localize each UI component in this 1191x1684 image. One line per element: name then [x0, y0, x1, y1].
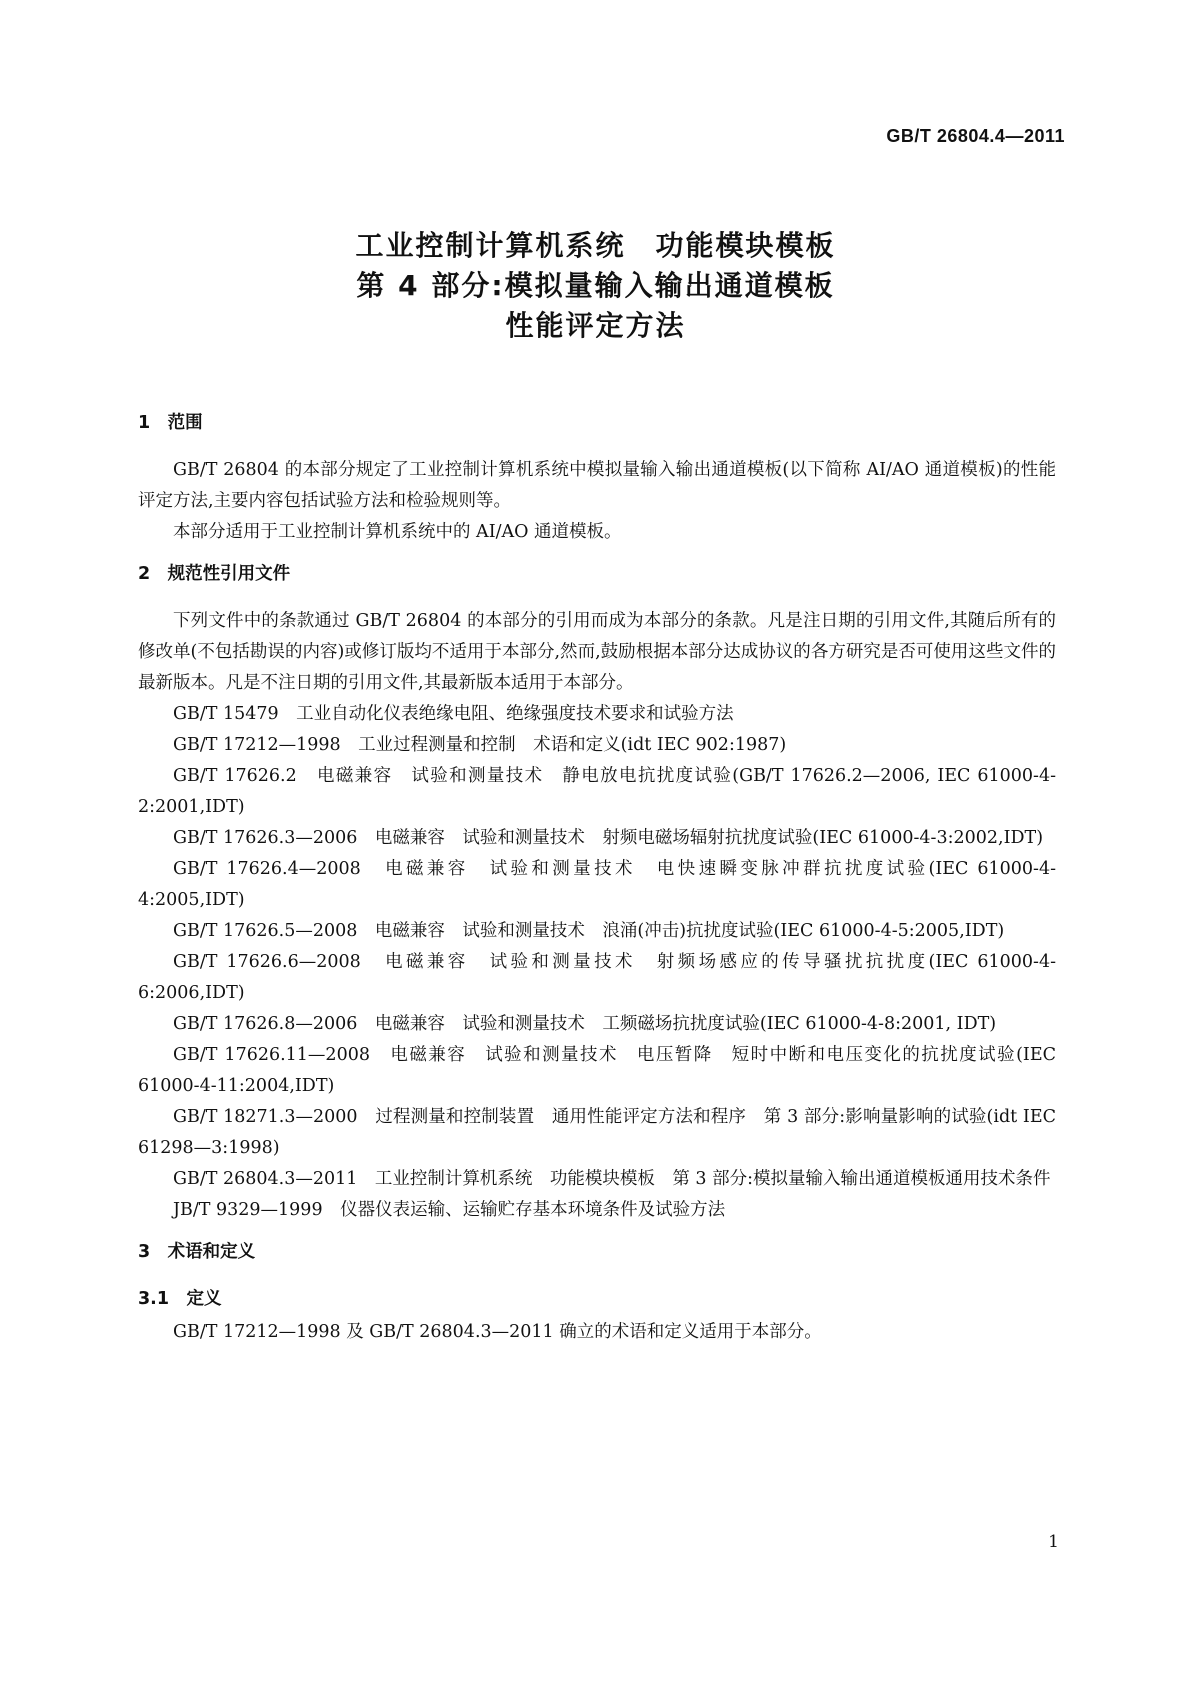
standard-number: GB/T 26804.4—2011	[886, 126, 1065, 146]
reference-item: GB/T 17626.4—2008 电磁兼容 试验和测量技术 电快速瞬变脉冲群抗扰度试验(IEC 61000-4-4:2005,IDT)	[138, 859, 1056, 910]
title-line-3: 性能评定方法	[505, 309, 686, 342]
reference-item: GB/T 17212—1998 工业过程测量和控制 术语和定义(idt IEC 902:1987)	[173, 735, 787, 755]
reference-item: GB/T 17626.5—2008 电磁兼容 试验和测量技术 浪涌(冲击)抗扰度试验(IEC 61000-4-5:2005,IDT)	[173, 921, 1005, 941]
scope-paragraph-1: GB/T 26804 的本部分规定了工业控制计算机系统中模拟量输入输出通道模板(以下简称 AI/AO 通道模板)的性能评定方法,主要内容包括试验方法和检验规则等。	[138, 460, 1056, 511]
scope-paragraph-2: 本部分适用于工业控制计算机系统中的 AI/AO 通道模板。	[173, 522, 622, 542]
title-line-2: 第 4 部分:模拟量输入输出通道模板	[356, 269, 835, 302]
reference-list	[138, 699, 1062, 1226]
reference-item: JB/T 9329—1999 仪器仪表运输、运输贮存基本环境条件及试验方法	[173, 1200, 726, 1220]
reference-item: GB/T 17626.11—2008 电磁兼容 试验和测量技术 电压暂降 短时中断和电压变化的抗扰度试验(IEC 61000-4-11:2004,IDT)	[138, 1045, 1062, 1096]
reference-item: GB/T 17626.2 电磁兼容 试验和测量技术 静电放电抗扰度试验(GB/T 17626.2—2006, IEC 61000-4-2:2001,IDT)	[138, 766, 1056, 817]
reference-item: GB/T 18271.3—2000 过程测量和控制装置 通用性能评定方法和程序 第 3 部分:影响量影响的试验(idt IEC 61298—3:1998)	[138, 1107, 1062, 1158]
section-heading-terms-definitions: 3 术语和定义	[138, 1242, 256, 1262]
title-line-1: 工业控制计算机系统 功能模块模板	[355, 229, 836, 262]
page-number: 1	[1048, 1532, 1059, 1552]
subsection-heading-definitions: 3.1 定义	[138, 1289, 222, 1309]
section-heading-scope: 1 范围	[138, 413, 203, 433]
document-body	[138, 408, 1062, 1348]
reference-item: GB/T 17626.6—2008 电磁兼容 试验和测量技术 射频场感应的传导骚扰抗扰度(IEC 61000-4-6:2006,IDT)	[138, 952, 1056, 1003]
section-heading-normative-references: 2 规范性引用文件	[138, 564, 291, 584]
definitions-paragraph: GB/T 17212—1998 及 GB/T 26804.3—2011 确立的术语和定义适用于本部分。	[173, 1322, 822, 1342]
reference-item: GB/T 26804.3—2011 工业控制计算机系统 功能模块模板 第 3 部分:模拟量输入输出通道模板通用技术条件	[173, 1169, 1051, 1189]
references-intro: 下列文件中的条款通过 GB/T 26804 的本部分的引用而成为本部分的条款。凡是注日期的引用文件,其随后所有的修改单(不包括勘误的内容)或修订版均不适用于本部分,然而,鼓励根据本部分达成协议的各方研究是否可使用这些文件的最新版本。凡是不注日期的引用文件,其最新版本适用于本部分。	[138, 611, 1056, 693]
reference-item: GB/T 17626.8—2006 电磁兼容 试验和测量技术 工频磁场抗扰度试验(IEC 61000-4-8:2001, IDT)	[173, 1014, 997, 1034]
document-title	[0, 226, 1191, 346]
reference-item: GB/T 17626.3—2006 电磁兼容 试验和测量技术 射频电磁场辐射抗扰度试验(IEC 61000-4-3:2002,IDT)	[173, 828, 1044, 848]
reference-item: GB/T 15479 工业自动化仪表绝缘电阻、绝缘强度技术要求和试验方法	[173, 704, 734, 724]
